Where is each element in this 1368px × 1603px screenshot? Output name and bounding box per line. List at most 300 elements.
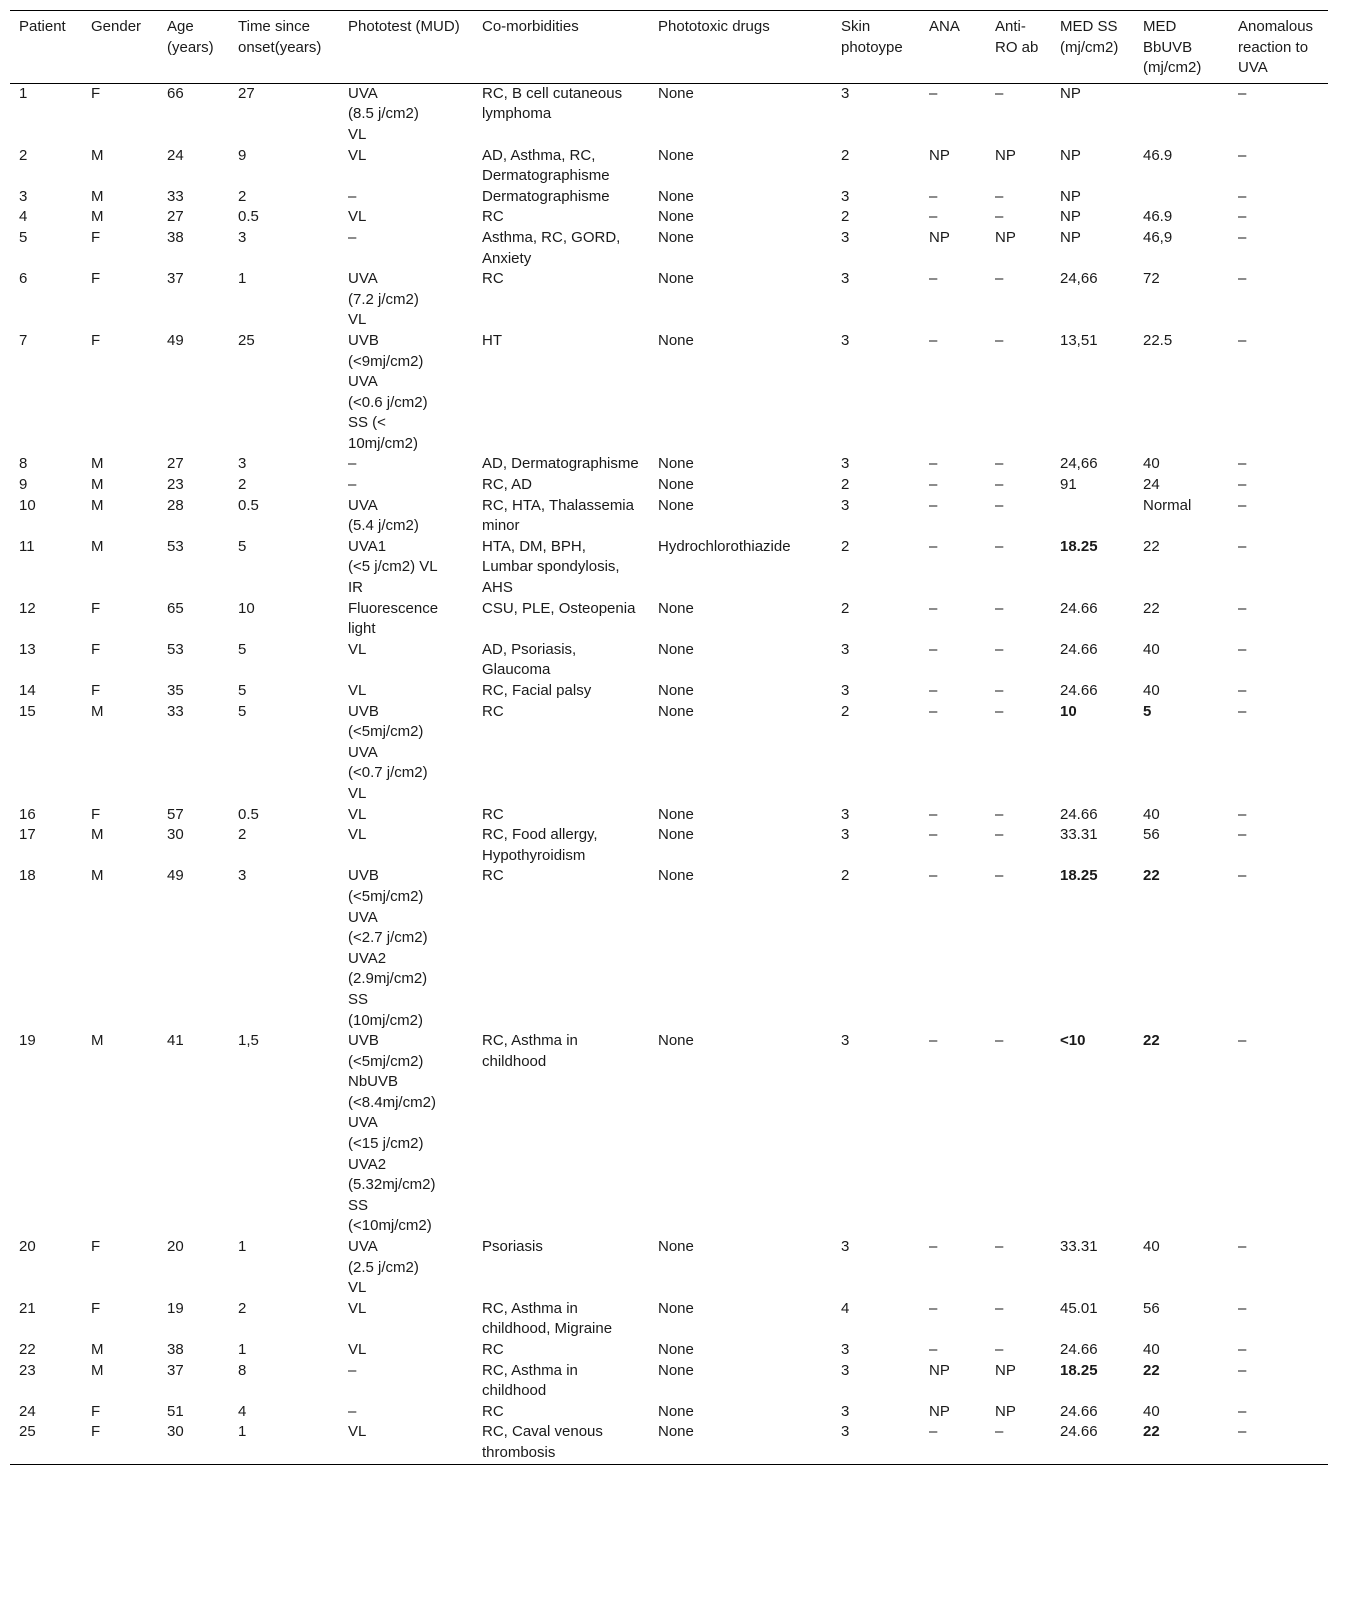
table-cell: RC, Facial palsy xyxy=(482,682,592,699)
table-cell: 18.25 xyxy=(1060,537,1098,555)
table-cell: None xyxy=(658,84,694,102)
patient-table xyxy=(10,10,1328,1465)
table-cell: None xyxy=(658,331,694,349)
table-cell: 2 xyxy=(841,146,850,164)
table-cell: – xyxy=(1238,599,1247,617)
table-cell: NP xyxy=(929,228,950,246)
table-cell: 8 xyxy=(238,1361,247,1379)
table-cell: – xyxy=(348,1402,357,1420)
table-cell: 17 xyxy=(19,826,36,844)
table-cell: – xyxy=(1238,1402,1247,1420)
table-cell: 23 xyxy=(19,1361,36,1379)
column-header: Co-morbidities xyxy=(482,18,579,35)
table-cell: RC, Asthma in childhood xyxy=(482,1361,578,1400)
table-cell: – xyxy=(995,1299,1004,1317)
table-cell: NP xyxy=(1060,146,1081,164)
table-cell: – xyxy=(929,1238,938,1256)
table-cell: 22 xyxy=(1143,1423,1160,1441)
table-cell: F xyxy=(91,805,101,823)
table-cell: F xyxy=(91,1299,101,1317)
table-cell: None xyxy=(658,640,694,658)
table-cell: – xyxy=(929,84,938,102)
table-cell: – xyxy=(929,270,938,288)
table-cell: 40 xyxy=(1143,682,1160,699)
table-cell: 3 xyxy=(841,826,850,844)
table-cell: RC, HTA, Thalassemia minor xyxy=(482,496,634,535)
table-cell xyxy=(1051,496,1134,537)
table-cell: VL xyxy=(348,826,367,844)
table-cell: 40 xyxy=(1143,640,1160,658)
table-cell: – xyxy=(348,476,357,494)
table-cell: 0.5 xyxy=(238,496,259,514)
column-header: Anti-RO ab xyxy=(995,18,1039,56)
table-row xyxy=(10,825,1328,866)
table-cell: – xyxy=(929,805,938,823)
table-cell: 22 xyxy=(1143,867,1160,885)
table-cell: – xyxy=(929,599,938,617)
table-cell: 16 xyxy=(19,805,36,823)
table-cell: – xyxy=(929,455,938,473)
table-cell: 22 xyxy=(1143,1361,1160,1379)
table-row xyxy=(10,1422,1328,1464)
table-cell: F xyxy=(91,270,101,288)
table-cell: 40 xyxy=(1143,1238,1160,1256)
table-cell: NP xyxy=(995,1402,1016,1420)
table-row xyxy=(10,146,1328,187)
table-cell: M xyxy=(91,208,104,226)
table-cell: F xyxy=(91,1238,101,1256)
table-cell: None xyxy=(658,599,694,617)
table-cell: RC xyxy=(482,270,504,288)
table-cell: NP xyxy=(995,228,1016,246)
table-cell: 2 xyxy=(841,537,850,555)
table-cell: 11 xyxy=(19,537,35,555)
table-cell: 19 xyxy=(167,1299,184,1317)
table-cell: None xyxy=(658,208,694,226)
table-cell: Dermatographisme xyxy=(482,187,610,205)
table-cell: M xyxy=(91,476,104,494)
table-cell: – xyxy=(1238,805,1247,823)
table-cell: Hydrochlorothiazide xyxy=(658,537,791,555)
table-cell: 12 xyxy=(19,599,36,617)
table-cell: AD, Asthma, RC, Dermatographisme xyxy=(482,146,610,185)
table-cell: None xyxy=(658,702,694,720)
table-cell: 65 xyxy=(167,599,184,617)
table-cell: None xyxy=(658,187,694,205)
table-cell: None xyxy=(658,455,694,473)
table-cell: 18.25 xyxy=(1060,867,1098,885)
table-row xyxy=(10,496,1328,537)
table-cell: 4 xyxy=(19,208,28,226)
table-cell: F xyxy=(91,599,101,617)
table-cell: 13,51 xyxy=(1060,331,1098,349)
table-cell: 24.66 xyxy=(1060,599,1098,617)
table-cell: 10 xyxy=(1060,702,1077,720)
table-cell: UVA1 (<5 j/cm2) VL IR xyxy=(348,537,438,597)
table-cell: 15 xyxy=(19,702,36,720)
table-cell: – xyxy=(1238,826,1247,844)
table-cell: – xyxy=(929,331,938,349)
table-cell: NP xyxy=(1060,84,1081,102)
table-row xyxy=(10,681,1328,702)
table-cell: 3 xyxy=(841,1341,850,1358)
table-cell: – xyxy=(1238,187,1247,205)
table-cell xyxy=(1134,83,1229,145)
table-cell: None xyxy=(658,496,694,514)
table-cell: F xyxy=(91,331,101,349)
table-cell: 3 xyxy=(238,228,247,246)
table-cell: 51 xyxy=(167,1402,184,1420)
column-header: MED SS (mj/cm2) xyxy=(1060,18,1119,56)
table-cell: 5 xyxy=(238,640,247,658)
column-header: Phototoxic drugs xyxy=(658,18,770,35)
table-cell: HT xyxy=(482,331,502,349)
table-cell: – xyxy=(1238,682,1247,699)
table-cell: 3 xyxy=(841,270,850,288)
table-cell: – xyxy=(929,682,938,699)
table-cell: 18 xyxy=(19,867,36,885)
table-cell: 56 xyxy=(1143,1299,1160,1317)
table-cell: 66 xyxy=(167,84,184,102)
table-cell: UVB (<9mj/cm2) UVA (<0.6 j/cm2) SS (< 10mj/cm2) xyxy=(348,331,428,452)
table-cell: F xyxy=(91,682,101,699)
table-cell: None xyxy=(658,1361,694,1379)
table-cell: 24 xyxy=(1143,476,1160,494)
table-cell: UVB (<5mj/cm2) NbUVB (<8.4mj/cm2) UVA (<15 j/cm2) UVA2 (5.32mj/cm2) SS (<10mj/cm2) xyxy=(348,1032,436,1235)
table-cell: RC, Food allergy, Hypothyroidism xyxy=(482,826,598,864)
table-cell: 49 xyxy=(167,867,184,885)
table-row xyxy=(10,1361,1328,1402)
table-cell: NP xyxy=(995,1361,1016,1379)
table-cell: 46.9 xyxy=(1143,208,1173,226)
table-cell: – xyxy=(1238,537,1247,555)
table-cell: NP xyxy=(929,146,950,164)
column-header: Time since onset(years) xyxy=(238,18,322,56)
table-cell: M xyxy=(91,146,104,164)
table-cell: RC, B cell cutaneous lymphoma xyxy=(482,84,623,123)
column-header: ANA xyxy=(929,18,960,35)
table-cell: 3 xyxy=(841,1402,850,1420)
table-cell: 20 xyxy=(19,1238,36,1256)
table-cell: 1 xyxy=(238,270,247,288)
table-cell: 38 xyxy=(167,228,184,246)
table-cell: Normal xyxy=(1143,496,1192,514)
table-cell: – xyxy=(1238,146,1247,164)
table-cell: 14 xyxy=(19,682,36,699)
table-cell: M xyxy=(91,1361,104,1379)
table-cell: F xyxy=(91,1423,101,1441)
table-cell: 24 xyxy=(19,1402,36,1420)
table-cell: 2 xyxy=(238,1299,247,1317)
table-cell: – xyxy=(1238,208,1247,226)
table-cell: NP xyxy=(1060,208,1081,226)
table-cell: – xyxy=(995,208,1004,226)
table-cell: HTA, DM, BPH, Lumbar spondylosis, AHS xyxy=(482,537,620,597)
table-cell: – xyxy=(1238,1238,1247,1256)
table-cell: 22.5 xyxy=(1143,331,1173,349)
table-cell: 3 xyxy=(841,187,850,205)
table-cell: M xyxy=(91,1032,104,1050)
table-cell: F xyxy=(91,228,101,246)
table-cell: – xyxy=(1238,1361,1247,1379)
table-cell: – xyxy=(929,702,938,720)
table-cell: 5 xyxy=(238,702,247,720)
table-cell: RC, AD xyxy=(482,476,533,494)
table-cell: – xyxy=(929,1032,938,1050)
table-cell: – xyxy=(929,640,938,658)
table-cell: 24.66 xyxy=(1060,682,1098,699)
column-header: Patient xyxy=(19,18,66,35)
table-cell: – xyxy=(1238,640,1247,658)
table-cell: 1 xyxy=(238,1423,247,1441)
table-cell: 37 xyxy=(167,270,184,288)
table-cell: VL xyxy=(348,1341,367,1358)
table-cell: <10 xyxy=(1060,1032,1086,1050)
table-cell: – xyxy=(995,867,1004,885)
table-cell: 9 xyxy=(19,476,28,494)
table-row xyxy=(10,702,1328,805)
table-cell: 3 xyxy=(841,455,850,473)
table-cell: None xyxy=(658,1032,694,1050)
table-row xyxy=(10,454,1328,475)
table-cell: 2 xyxy=(238,476,247,494)
table-cell: 5 xyxy=(238,682,247,699)
table-row xyxy=(10,1402,1328,1423)
table-cell: – xyxy=(995,496,1004,514)
table-cell: 23 xyxy=(167,476,184,494)
table-cell xyxy=(1134,187,1229,208)
table-cell: NP xyxy=(995,146,1016,164)
table-cell: None xyxy=(658,1402,694,1420)
table-cell: – xyxy=(1238,476,1247,494)
table-cell: 22 xyxy=(19,1341,36,1358)
table-cell: 1 xyxy=(19,84,28,102)
table-cell: 3 xyxy=(841,1423,850,1441)
table-cell: 22 xyxy=(1143,1032,1160,1050)
table-cell: 57 xyxy=(167,805,184,823)
table-cell: M xyxy=(91,455,104,473)
table-cell: 24.66 xyxy=(1060,805,1098,823)
table-cell: – xyxy=(995,805,1004,823)
table-cell: – xyxy=(995,682,1004,699)
table-cell: M xyxy=(91,187,104,205)
table-cell: 30 xyxy=(167,1423,184,1441)
column-header: Phototest (MUD) xyxy=(348,18,460,35)
table-cell: 1,5 xyxy=(238,1032,259,1050)
column-header: Skin photoype xyxy=(841,18,903,56)
table-cell: – xyxy=(995,702,1004,720)
table-cell: – xyxy=(995,1032,1004,1050)
table-cell: 10 xyxy=(238,599,255,617)
table-cell: None xyxy=(658,1299,694,1317)
table-cell: 24 xyxy=(167,146,184,164)
table-cell: RC xyxy=(482,208,504,226)
table-cell: 45.01 xyxy=(1060,1299,1098,1317)
table-cell: – xyxy=(995,640,1004,658)
table-cell: M xyxy=(91,702,104,720)
table-row xyxy=(10,187,1328,208)
table-cell: – xyxy=(1238,867,1247,885)
table-cell: 24.66 xyxy=(1060,1402,1098,1420)
table-cell: – xyxy=(1238,331,1247,349)
table-cell: – xyxy=(1238,228,1247,246)
table-row xyxy=(10,537,1328,599)
table-cell: Psoriasis xyxy=(482,1238,543,1256)
table-cell: 25 xyxy=(19,1423,36,1441)
table-cell: 2 xyxy=(841,476,850,494)
table-cell: VL xyxy=(348,1299,367,1317)
table-cell: 7 xyxy=(19,331,28,349)
table-row xyxy=(10,1031,1328,1237)
table-cell: – xyxy=(995,537,1004,555)
table-cell: None xyxy=(658,476,694,494)
table-cell: None xyxy=(658,1341,694,1358)
table-cell: 3 xyxy=(238,455,247,473)
table-cell: 9 xyxy=(238,146,247,164)
table-cell: 33.31 xyxy=(1060,826,1098,844)
table-cell: None xyxy=(658,228,694,246)
table-cell: – xyxy=(929,1423,938,1441)
table-row xyxy=(10,228,1328,269)
table-cell: UVA (2.5 j/cm2) VL xyxy=(348,1238,419,1297)
table-cell: RC xyxy=(482,805,504,823)
header-row xyxy=(10,11,1328,84)
table-cell: NP xyxy=(929,1402,950,1420)
table-cell: – xyxy=(929,867,938,885)
table-cell: None xyxy=(658,1423,694,1441)
table-cell: 21 xyxy=(19,1299,36,1317)
table-cell: 5 xyxy=(19,228,28,246)
table-cell: – xyxy=(995,1423,1004,1441)
table-cell: – xyxy=(995,455,1004,473)
table-cell: 24,66 xyxy=(1060,270,1098,288)
table-cell: 37 xyxy=(167,1361,184,1379)
column-header: Anomalous reaction to UVA xyxy=(1238,18,1314,77)
table-cell: M xyxy=(91,826,104,844)
table-cell: 72 xyxy=(1143,270,1160,288)
table-header xyxy=(10,11,1328,84)
table-row xyxy=(10,640,1328,681)
table-row xyxy=(10,866,1328,1031)
table-cell: Asthma, RC, GORD, Anxiety xyxy=(482,228,621,267)
table-cell: 8 xyxy=(19,455,28,473)
table-cell: 22 xyxy=(1143,599,1160,617)
table-cell: 25 xyxy=(238,331,255,349)
table-row xyxy=(10,1299,1328,1340)
table-row xyxy=(10,475,1328,496)
table-cell: – xyxy=(1238,496,1247,514)
table-cell: 46,9 xyxy=(1143,228,1173,246)
table-row xyxy=(10,1237,1328,1299)
table-cell: UVB (<5mj/cm2) UVA (<0.7 j/cm2) VL xyxy=(348,702,428,802)
table-cell: 41 xyxy=(167,1032,184,1050)
table-cell: 2 xyxy=(841,208,850,226)
table-cell: – xyxy=(1238,270,1247,288)
table-cell: 3 xyxy=(841,496,850,514)
table-cell: M xyxy=(91,1341,104,1358)
table-cell: – xyxy=(1238,1299,1247,1317)
table-cell: 27 xyxy=(167,208,184,226)
table-cell: 3 xyxy=(841,1361,850,1379)
table-cell: 40 xyxy=(1143,1402,1160,1420)
table-cell: RC xyxy=(482,867,504,885)
table-cell: 19 xyxy=(19,1032,36,1050)
table-cell: UVB (<5mj/cm2) UVA (<2.7 j/cm2) UVA2 (2.9mj/cm2) SS (10mj/cm2) xyxy=(348,867,428,1029)
table-cell: – xyxy=(348,228,357,246)
table-cell: 28 xyxy=(167,496,184,514)
table-cell: – xyxy=(929,537,938,555)
table-cell: – xyxy=(929,826,938,844)
table-cell: 33 xyxy=(167,187,184,205)
table-cell: None xyxy=(658,146,694,164)
table-cell: 40 xyxy=(1143,455,1160,473)
table-cell: 2 xyxy=(841,702,850,720)
table-cell: – xyxy=(348,455,357,473)
table-cell: 13 xyxy=(19,640,36,658)
table-cell: 1 xyxy=(238,1238,247,1256)
column-header: MED BbUVB (mj/cm2) xyxy=(1143,18,1202,77)
table-cell: – xyxy=(1238,1423,1247,1441)
column-header: Age (years) xyxy=(167,18,214,56)
table-cell: None xyxy=(658,805,694,823)
table-cell: None xyxy=(658,270,694,288)
table-cell: – xyxy=(348,187,357,205)
table-cell: RC xyxy=(482,1341,504,1358)
table-cell: 27 xyxy=(238,84,255,102)
table-cell: 27 xyxy=(167,455,184,473)
table-cell: F xyxy=(91,640,101,658)
table-cell: – xyxy=(995,476,1004,494)
table-cell: 3 xyxy=(19,187,28,205)
table-cell: 24.66 xyxy=(1060,1423,1098,1441)
table-cell: RC xyxy=(482,702,504,720)
table-cell: None xyxy=(658,1238,694,1256)
table-cell: 24.66 xyxy=(1060,1341,1098,1358)
table-cell: 49 xyxy=(167,331,184,349)
table-cell: 4 xyxy=(841,1299,850,1317)
table-cell: 24,66 xyxy=(1060,455,1098,473)
table-cell: UVA (7.2 j/cm2) VL xyxy=(348,270,419,329)
table-cell: 2 xyxy=(238,187,247,205)
table-row xyxy=(10,269,1328,331)
table-cell: – xyxy=(995,270,1004,288)
table-cell: 33.31 xyxy=(1060,1238,1098,1256)
table-cell: 2 xyxy=(19,146,28,164)
table-cell: 18.25 xyxy=(1060,1361,1098,1379)
table-cell: CSU, PLE, Osteopenia xyxy=(482,599,636,617)
table-cell: 24.66 xyxy=(1060,640,1098,658)
table-row xyxy=(10,1340,1328,1361)
table-cell: – xyxy=(995,187,1004,205)
table-cell: 3 xyxy=(841,84,850,102)
table-cell: – xyxy=(1238,1032,1247,1050)
table-cell: VL xyxy=(348,1423,367,1441)
table-cell: NP xyxy=(1060,187,1081,205)
table-cell: – xyxy=(995,331,1004,349)
table-cell: None xyxy=(658,682,694,699)
table-cell: UVA (8.5 j/cm2) VL xyxy=(348,84,419,143)
table-cell: RC xyxy=(482,1402,504,1420)
table-row xyxy=(10,207,1328,228)
table-cell: – xyxy=(929,1299,938,1317)
table-cell: 2 xyxy=(841,867,850,885)
table-cell: M xyxy=(91,496,104,514)
table-cell: VL xyxy=(348,640,367,658)
table-cell: 22 xyxy=(1143,537,1160,555)
table-cell: 40 xyxy=(1143,805,1160,823)
table-cell: – xyxy=(995,826,1004,844)
table-cell: VL xyxy=(348,805,367,823)
